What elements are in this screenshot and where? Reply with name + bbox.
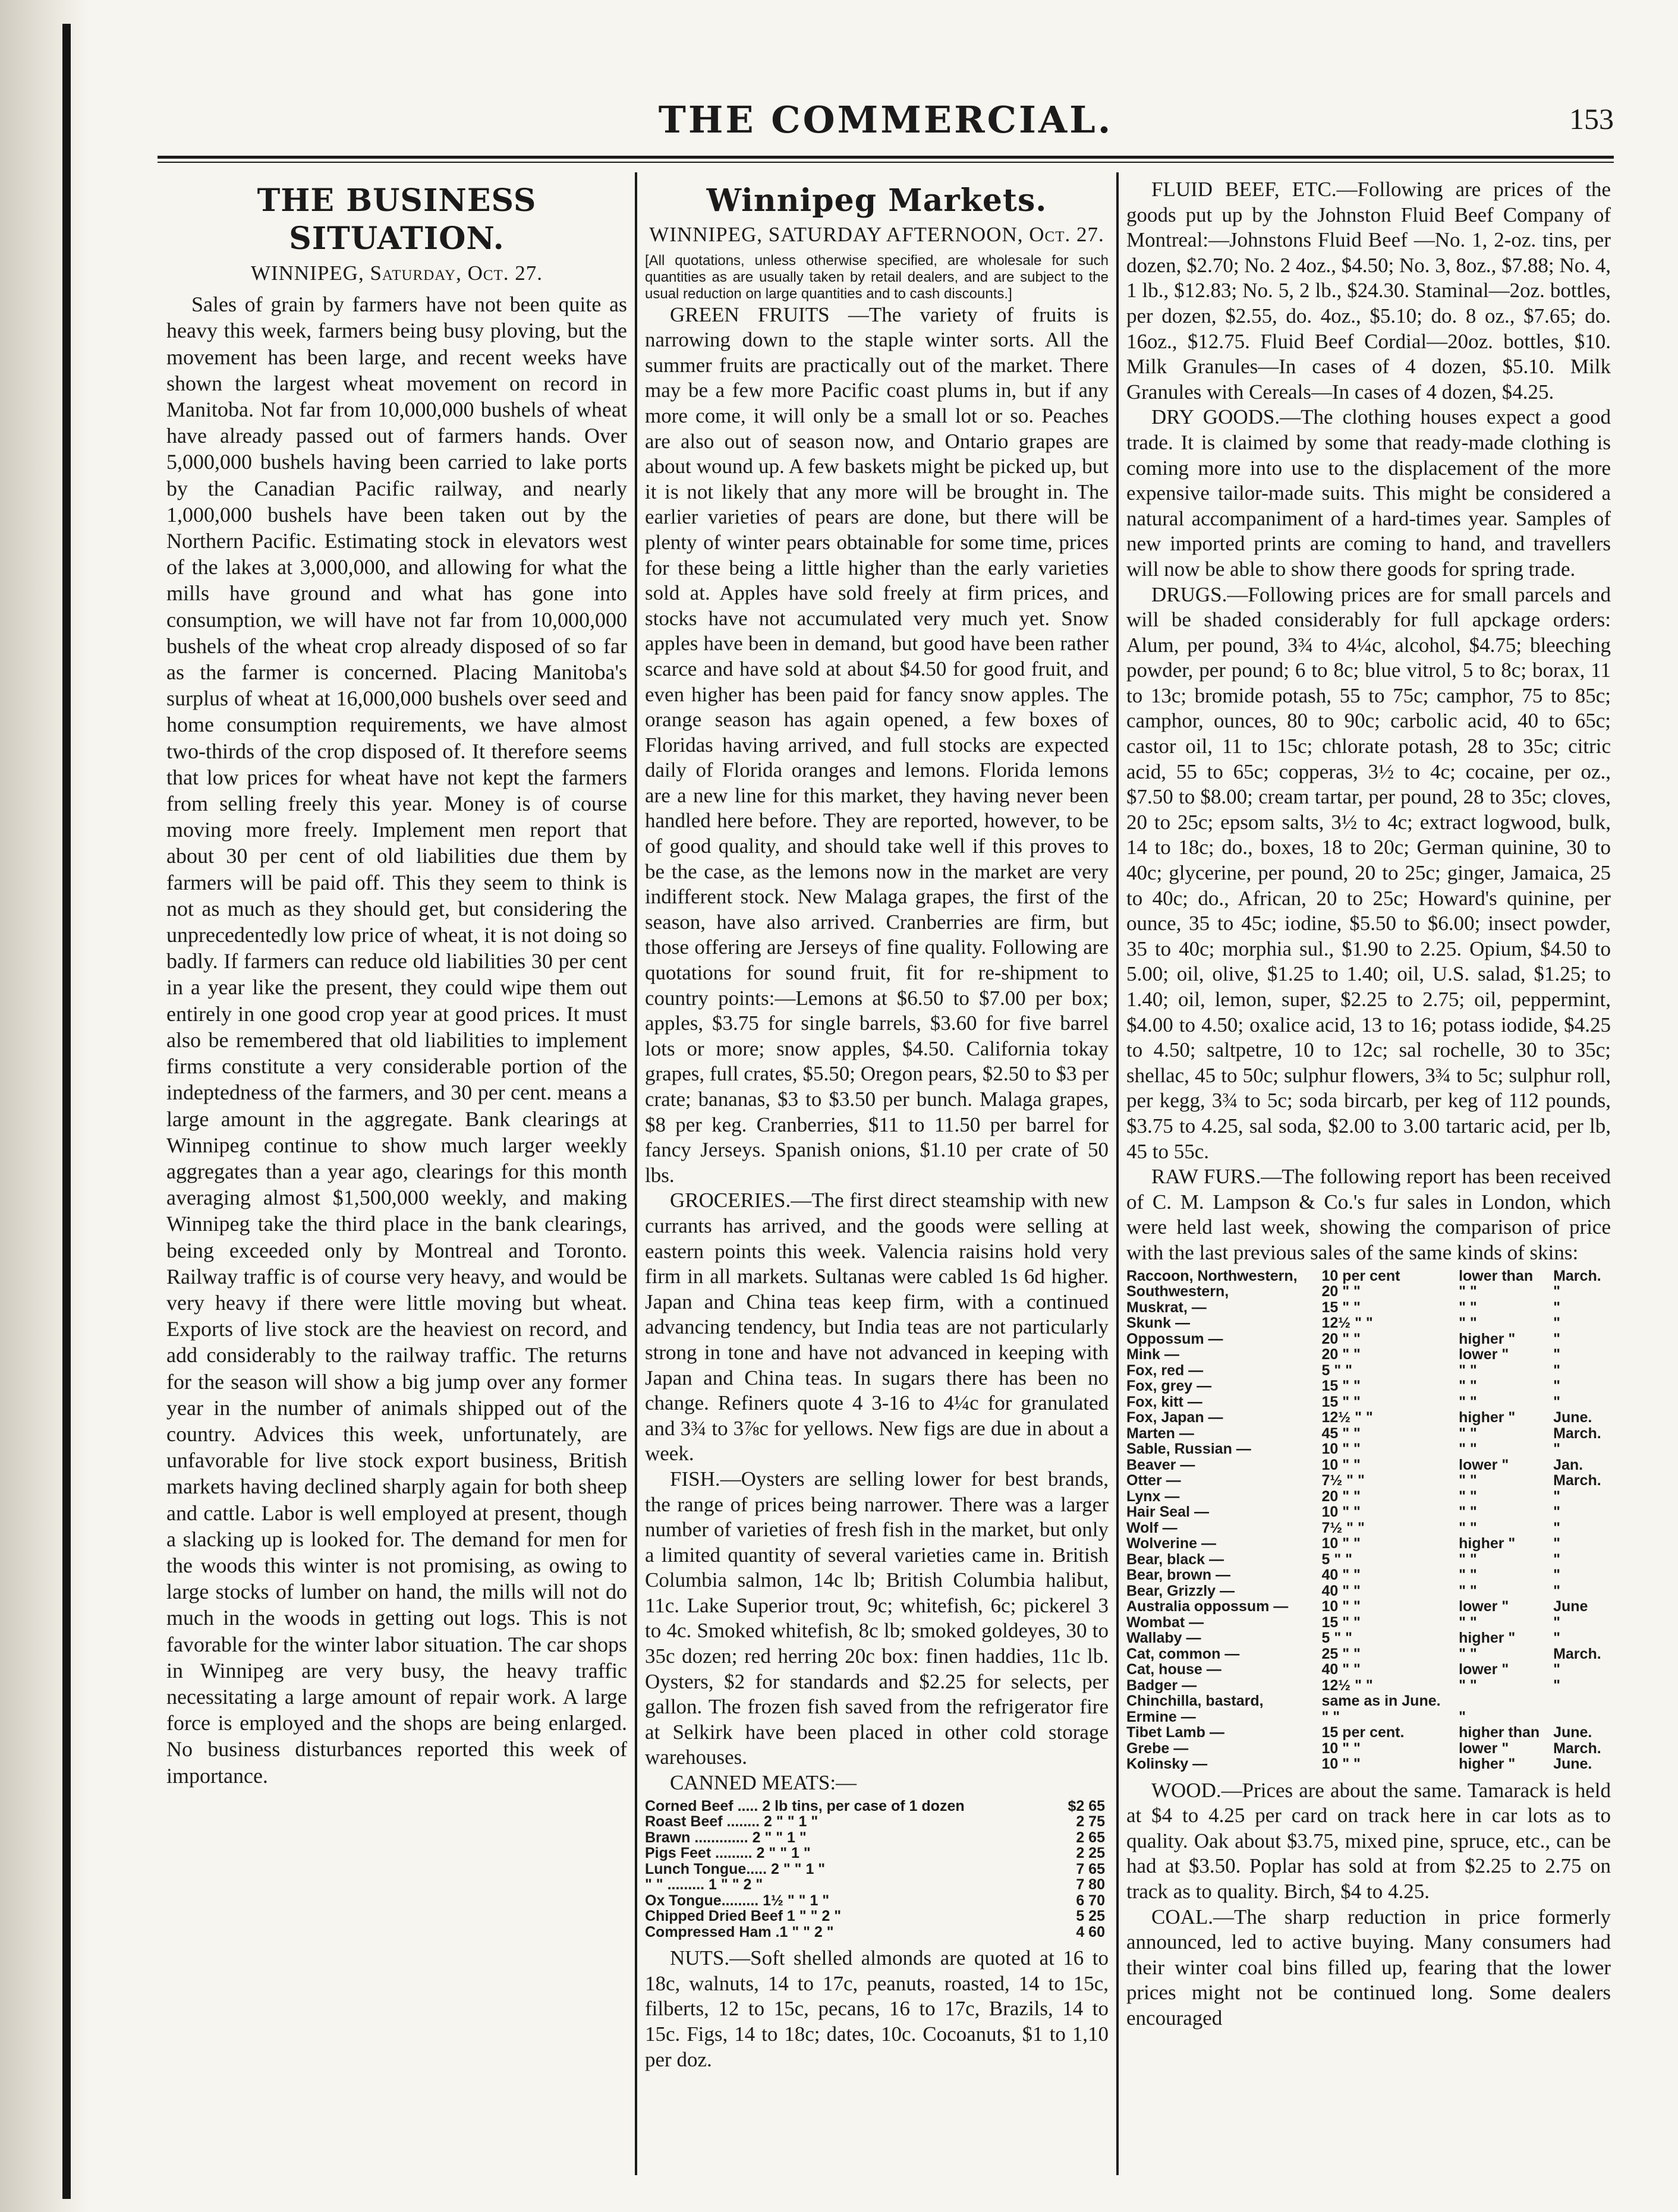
table-row bbox=[1126, 1473, 1611, 1489]
section-text: —Prices are about the same. Tamarack is held at $4 to 4.25 per card on track here in car lots as to quality. Oak about $3.75, mixed pine, spruce, etc., can be had at $3.50. Poplar has sold at from $2.25 to 2.75 on track as to quality. Birch, $4 to 4.25. bbox=[1126, 1778, 1611, 1903]
table-row bbox=[1126, 1394, 1611, 1410]
table-row bbox=[645, 1908, 1109, 1924]
fur-cell: Wombat — bbox=[1126, 1614, 1204, 1631]
fur-cell: 15 " " bbox=[1321, 1614, 1361, 1631]
fur-cell: Beaver — bbox=[1126, 1456, 1195, 1473]
fur-cell: Hair Seal — bbox=[1126, 1504, 1209, 1521]
fur-cell: " bbox=[1553, 1567, 1560, 1584]
fur-cell: Sable, Russian — bbox=[1126, 1441, 1251, 1458]
table-row bbox=[1126, 1378, 1611, 1394]
fur-cell: " bbox=[1553, 1441, 1560, 1458]
table-row bbox=[1126, 1756, 1611, 1772]
table-row bbox=[1126, 1347, 1611, 1363]
section-text: —Soft shelled almonds are quoted at 16 to 18c, walnuts, 14 to 17c, peanuts, roasted, 14 to 15c, filberts, 12 to 15c, pecans, 16 to 17c, Brazils, 14 to 15c. Figs, 14 to 18c; dates, 10c. Cocoanuts, $1 to 1,10 per doz. bbox=[645, 1946, 1109, 2071]
fur-cell: " " bbox=[1459, 1315, 1477, 1332]
canned-item: Brawn ............. 2 " " 1 " bbox=[645, 1829, 807, 1846]
table-row bbox=[645, 1893, 1109, 1909]
fur-cell: 5 " " bbox=[1321, 1362, 1352, 1379]
fur-cell: Muskrat, — bbox=[1126, 1299, 1207, 1316]
fur-cell: higher than bbox=[1459, 1724, 1540, 1741]
fur-cell: lower " bbox=[1459, 1598, 1509, 1615]
fur-cell: lower " bbox=[1459, 1661, 1509, 1678]
fur-cell: higher " bbox=[1459, 1535, 1516, 1552]
table-row bbox=[1126, 1300, 1611, 1316]
fur-cell: " bbox=[1553, 1614, 1560, 1631]
fur-cell: March. bbox=[1553, 1425, 1601, 1442]
section-head: RAW FURS. bbox=[1151, 1165, 1261, 1189]
table-row bbox=[1126, 1441, 1611, 1457]
fur-cell: " " bbox=[1459, 1614, 1477, 1631]
fur-cell: " " bbox=[1459, 1551, 1477, 1568]
canned-item: Roast Beef ........ 2 " " 1 " bbox=[645, 1813, 818, 1830]
fur-cell: 10 " " bbox=[1321, 1598, 1361, 1615]
fur-cell: 40 " " bbox=[1321, 1567, 1361, 1584]
fur-cell: lower " bbox=[1459, 1456, 1509, 1473]
table-row bbox=[645, 1924, 1109, 1940]
fur-cell: Fox, kitt — bbox=[1126, 1393, 1202, 1410]
table-row bbox=[1126, 1741, 1611, 1757]
section-head: COAL. bbox=[1151, 1905, 1214, 1929]
table-row bbox=[1126, 1536, 1611, 1552]
canned-item: " " ......... 1 " " 2 " bbox=[645, 1876, 763, 1893]
fur-cell: Cat, common — bbox=[1126, 1645, 1240, 1662]
header-rule-thick bbox=[158, 156, 1614, 159]
fur-cell: Cat, house — bbox=[1126, 1661, 1221, 1678]
fur-cell: " bbox=[1553, 1551, 1560, 1568]
canned-price: 2 75 bbox=[1076, 1813, 1105, 1830]
canned-price: 5 25 bbox=[1076, 1908, 1105, 1925]
fur-cell: Oppossum — bbox=[1126, 1330, 1223, 1347]
section-groceries bbox=[645, 1188, 1109, 1467]
fur-cell: " bbox=[1553, 1677, 1560, 1694]
canned-item: Corned Beef ..... 2 lb tins, per case of 1 dozen bbox=[645, 1797, 965, 1814]
section-text: —Oysters are selling lower for best brands, the range of prices being narrower. There was a larger number of varieties of fresh fish in the market, but only a limited quantity of several varieties came in. British Columbia salmon, 14c lb; British Columbia halibut, 11c. Lake Superior trout, 9c; whitefish, 6c; pickerel 3 to 4c. Smoked whitefish, 8c lb; smoked goldeyes, 30 to 35c dozen; red herring 20c box: finen haddies, 11c lb. Oysters, $2 for standards and $2.25 for selects, per gallon. The frozen fish saved from the refrigerator fire at Selkirk have been placed in other cold storage warehouses. bbox=[645, 1467, 1109, 1769]
table-row bbox=[1126, 1363, 1611, 1379]
canned-price: $2 65 bbox=[1068, 1797, 1105, 1814]
fur-cell: 20 " " bbox=[1321, 1330, 1361, 1347]
fur-cell: 12½ " " bbox=[1321, 1409, 1373, 1426]
fur-cell: Skunk — bbox=[1126, 1315, 1190, 1332]
fur-cell: lower than bbox=[1459, 1267, 1534, 1284]
fur-cell: Kolinsky — bbox=[1126, 1756, 1208, 1773]
fur-cell: 10 " " bbox=[1321, 1756, 1361, 1773]
table-row bbox=[1126, 1410, 1611, 1426]
fur-cell: June. bbox=[1553, 1756, 1592, 1773]
table-row bbox=[1126, 1662, 1611, 1678]
fur-cell: June. bbox=[1553, 1409, 1592, 1426]
fur-cell: 15 per cent. bbox=[1321, 1724, 1405, 1741]
fur-cell: Fox, Japan — bbox=[1126, 1409, 1223, 1426]
table-row bbox=[1126, 1284, 1611, 1300]
table-row bbox=[645, 1798, 1109, 1814]
section-head: FLUID BEEF, ETC. bbox=[1151, 178, 1337, 201]
canned-price: 2 65 bbox=[1076, 1829, 1105, 1846]
table-row bbox=[1126, 1615, 1611, 1631]
fur-cell: " " bbox=[1459, 1362, 1477, 1379]
table-row bbox=[1126, 1457, 1611, 1473]
section-green-fruits bbox=[645, 303, 1109, 1189]
table-row bbox=[1126, 1583, 1611, 1599]
column-business-situation bbox=[166, 177, 627, 1789]
fur-cell: Wolverine — bbox=[1126, 1535, 1216, 1552]
fur-cell: " bbox=[1553, 1630, 1560, 1647]
fur-cell: 10 " " bbox=[1321, 1441, 1361, 1458]
table-row bbox=[1126, 1520, 1611, 1536]
fur-cell: Wallaby — bbox=[1126, 1630, 1201, 1647]
table-row bbox=[1126, 1725, 1611, 1741]
fur-cell: 20 " " bbox=[1321, 1488, 1361, 1505]
fur-cell: March. bbox=[1553, 1740, 1601, 1757]
fur-cell: lower " bbox=[1459, 1346, 1509, 1363]
fur-cell: Fox, grey — bbox=[1126, 1378, 1212, 1395]
article-title: THE BUSINESS SITUATION. bbox=[257, 182, 537, 257]
section-text: —The sharp reduction in price formerly announced, led to active buying. Many consumers had their winter coal bins filled up, fearing that the lower prices might not be continued long. Some dealers encouraged bbox=[1126, 1905, 1611, 2030]
article-dateline: WINNIPEG, Saturday, Oct. 27. bbox=[250, 261, 543, 285]
column-divider-1 bbox=[635, 172, 637, 2175]
fur-cell: 45 " " bbox=[1321, 1425, 1361, 1442]
fur-cell: Tibet Lamb — bbox=[1126, 1724, 1224, 1741]
fur-cell: higher " bbox=[1459, 1630, 1516, 1647]
section-drugs bbox=[1126, 582, 1611, 1165]
article-paragraph: Sales of grain by farmers have not been quite as heavy this week, farmers being busy ploving, but the movement has been large, and recent weeks have shown the largest wheat movement on record in Manitoba. Not far from 10,000,000 bushels of wheat have already passed out of farmers hands. Over 5,000,000 bushels having been carried to lake ports by the Canadian Pacific railway, and nearly 1,000,000 bushels have been taken out by the Northern Pacific. Estimating stock in elevators west of the lakes at 3,000,000, and allowing for what the mills have ground and what has gone into consumption, we will have not far from 10,000,000 bushels of the wheat crop already disposed of so far as the farmer is concerned. Placing Manitoba's surplus of wheat at 16,000,000 bushels over seed and home consumption requirements, we have almost two-thirds of the crop disposed of. It therefore seems that low prices for wheat have not kept the farmers from selling freely this year. Money is of course moving more freely. Implement men report that about 30 per cent of old liabilities due them by farmers will be paid off. This they seem to think is not as much as they should get, but considering the unprecedentedly low price of wheat, it is not doing so badly. If farmers can reduce old liabilities 30 per cent in a year like the present, they could wipe them out entirely in one good crop year at good prices. It must also be remembered that old liabilities to implement firms constitute a very considerable portion of the indeptedness of the farmers, and 30 per cent. means a large amount in the aggregate. Bank clearings at Winnipeg continue to show much larger weekly aggregates than a year ago, clearings for this month averaging almost $1,500,000 weekly, and making Winnipeg take the third place in the bank clearings, being exceeded only by Montreal and Toronto. Railway traffic is of course very heavy, and would be very heavy if there were little moving but wheat. Exports of live stock are the heaviest on record, and add considerably to the railway traffic. The returns for the season will show a big jump over any former year in the number of animals shipped out of the country. Advices this week, unfortunately, are unfavorable for live stock export business, British markets having declined sharply again for both sheep and cattle. Labor is well employed at present, though a slacking up is looked for. The demand for men for the woods this winter is not promising, as owing to large stocks of lumber on hand, the mills will not do much in the woods in getting out logs. This is not favorable for the winter labor situation. The car shops in Winnipeg are very busy, the heavy traffic necessitating a large amount of repair work. A large force is employed and the shops are being enlarged. No business disturbances reported this week of importance. bbox=[166, 292, 627, 1788]
quotation-note: [All quotations, unless otherwise specified, are wholesale for such quantities as are usually taken by retail dealers, and are subject to the usual reduction on large quantities and to cash discounts.] bbox=[645, 252, 1109, 302]
fur-cell: Marten — bbox=[1126, 1425, 1194, 1442]
table-row bbox=[1126, 1315, 1611, 1331]
fur-cell: Australia oppossum — bbox=[1126, 1598, 1289, 1615]
fur-cell bbox=[1553, 1709, 1611, 1725]
section-raw-furs bbox=[1126, 1164, 1611, 1265]
column-winnipeg-markets bbox=[645, 177, 1109, 2072]
fur-cell: Jan. bbox=[1553, 1456, 1583, 1473]
table-row bbox=[645, 1861, 1109, 1877]
fur-cell: " " bbox=[1459, 1488, 1477, 1505]
section-fish bbox=[645, 1467, 1109, 1770]
fur-cell: higher " bbox=[1459, 1330, 1516, 1347]
fur-cell: " " bbox=[1459, 1677, 1477, 1694]
section-nuts bbox=[645, 1946, 1109, 2072]
fur-cell: Bear, brown — bbox=[1126, 1567, 1231, 1584]
table-row bbox=[1126, 1504, 1611, 1520]
canned-meats-head: CANNED MEATS:— bbox=[670, 1771, 857, 1795]
canned-price: 6 70 bbox=[1076, 1892, 1105, 1909]
table-row bbox=[1126, 1552, 1611, 1568]
fur-cell: Raccoon, Northwestern, bbox=[1126, 1267, 1298, 1284]
table-row bbox=[1126, 1567, 1611, 1583]
header-rule-thin bbox=[158, 162, 1614, 163]
fur-cell: 15 " " bbox=[1321, 1393, 1361, 1410]
table-row bbox=[1126, 1693, 1611, 1709]
fur-cell: Lynx — bbox=[1126, 1488, 1180, 1505]
article-title: Winnipeg Markets. bbox=[706, 182, 1047, 219]
fur-cell: March. bbox=[1553, 1267, 1601, 1284]
table-row bbox=[645, 1845, 1109, 1861]
page-number: 153 bbox=[1569, 102, 1614, 136]
section-dry-goods bbox=[1126, 405, 1611, 582]
fur-cell: Mink — bbox=[1126, 1346, 1179, 1363]
fur-cell: Grebe — bbox=[1126, 1740, 1189, 1757]
table-row bbox=[645, 1814, 1109, 1830]
fur-cell: " bbox=[1553, 1488, 1560, 1505]
fur-cell: higher " bbox=[1459, 1409, 1516, 1426]
article-dateline: WINNIPEG, SATURDAY AFTERNOON, Oct. 27. bbox=[649, 223, 1104, 246]
fur-cell: higher " bbox=[1459, 1756, 1516, 1773]
fur-cell: " bbox=[1553, 1378, 1560, 1395]
column-divider-2 bbox=[1116, 172, 1119, 2175]
fur-cell: Badger — bbox=[1126, 1677, 1197, 1694]
fur-cell: 12½ " " bbox=[1321, 1677, 1373, 1694]
fur-cell: " " bbox=[1459, 1299, 1477, 1316]
fur-cell: 10 " " bbox=[1321, 1535, 1361, 1552]
table-row bbox=[1126, 1331, 1611, 1347]
table-row bbox=[645, 1877, 1109, 1893]
section-fluid-beef bbox=[1126, 177, 1611, 405]
fur-cell: " bbox=[1553, 1283, 1560, 1300]
fur-cell: " " bbox=[1459, 1582, 1477, 1599]
section-head: NUTS. bbox=[670, 1946, 730, 1970]
canned-item: Chipped Dried Beef 1 " " 2 " bbox=[645, 1908, 842, 1925]
canned-item: Ox Tongue......... 1½ " " 1 " bbox=[645, 1892, 830, 1909]
fur-cell: Ermine — bbox=[1126, 1708, 1196, 1725]
fur-cell: 10 per cent bbox=[1321, 1267, 1400, 1284]
fur-cell: 5 " " bbox=[1321, 1551, 1352, 1568]
fur-cell: 7½ " " bbox=[1321, 1519, 1365, 1536]
fur-cell: " " bbox=[1459, 1378, 1477, 1395]
fur-cell: " bbox=[1553, 1582, 1560, 1599]
fur-cell: March. bbox=[1553, 1645, 1601, 1662]
fur-cell: 40 " " bbox=[1321, 1582, 1361, 1599]
fur-cell: March. bbox=[1553, 1472, 1601, 1489]
canned-price: 4 60 bbox=[1076, 1923, 1105, 1940]
section-head: FISH. bbox=[670, 1467, 720, 1491]
canned-item: Pigs Feet ......... 2 " " 1 " bbox=[645, 1845, 811, 1862]
fur-cell: Fox, red — bbox=[1126, 1362, 1204, 1379]
section-coal bbox=[1126, 1905, 1611, 2031]
section-head: WOOD. bbox=[1151, 1778, 1221, 1802]
fur-cell: Chinchilla, bastard, bbox=[1126, 1693, 1264, 1710]
fur-cell: Wolf — bbox=[1126, 1519, 1178, 1536]
fur-cell: Bear, Grizzly — bbox=[1126, 1582, 1235, 1599]
table-row bbox=[645, 1830, 1109, 1846]
fur-cell: " bbox=[1553, 1362, 1560, 1379]
fur-cell: 40 " " bbox=[1321, 1661, 1361, 1678]
fur-cell: " bbox=[1553, 1661, 1560, 1678]
fur-cell: lower " bbox=[1459, 1740, 1509, 1757]
fur-cell: " " bbox=[1459, 1283, 1477, 1300]
table-row bbox=[1126, 1630, 1611, 1646]
fur-cell: 10 " " bbox=[1321, 1740, 1361, 1757]
raw-furs-table bbox=[1126, 1268, 1611, 1772]
fur-cell bbox=[1553, 1693, 1611, 1709]
fur-cell: June bbox=[1553, 1598, 1588, 1615]
fur-cell: 15 " " bbox=[1321, 1378, 1361, 1395]
fur-cell: " " bbox=[1459, 1567, 1477, 1584]
page-binding-shadow bbox=[0, 0, 89, 2212]
section-head: DRY GOODS. bbox=[1151, 405, 1280, 429]
fur-cell: 20 " " bbox=[1321, 1346, 1361, 1363]
page-header bbox=[158, 98, 1614, 146]
table-row bbox=[1126, 1678, 1611, 1694]
fur-cell: " bbox=[1553, 1393, 1560, 1410]
section-text: —The clothing houses expect a good trade. It is claimed by some that ready-made clothing is coming more into use to the displacement of the more expensive tailor-made suits. This might be considered a natural accompaniment of a hard-times year. Samples of new imported prints are coming to hand, and travellers will now be able to show there goods for spring trade. bbox=[1126, 405, 1611, 581]
fur-cell: " bbox=[1459, 1708, 1466, 1725]
fur-cell: " " bbox=[1459, 1441, 1477, 1458]
fur-cell: 25 " " bbox=[1321, 1645, 1361, 1662]
fur-cell: June. bbox=[1553, 1724, 1592, 1741]
fur-cell: 15 " " bbox=[1321, 1299, 1361, 1316]
fur-cell: " " bbox=[1459, 1504, 1477, 1521]
table-row bbox=[1126, 1489, 1611, 1505]
page-edge-rule bbox=[62, 24, 71, 2199]
fur-cell: 5 " " bbox=[1321, 1630, 1352, 1647]
masthead: THE COMMERCIAL. bbox=[658, 98, 1113, 141]
fur-cell: Otter — bbox=[1126, 1472, 1181, 1489]
table-row bbox=[1126, 1709, 1611, 1725]
fur-cell: " bbox=[1553, 1315, 1560, 1332]
column-market-reports bbox=[1126, 177, 1611, 2031]
fur-cell: " " bbox=[1459, 1393, 1477, 1410]
table-row bbox=[1126, 1646, 1611, 1662]
table-row bbox=[1126, 1426, 1611, 1442]
fur-cell bbox=[1459, 1693, 1553, 1709]
fur-cell: " " bbox=[1459, 1645, 1477, 1662]
canned-price: 7 65 bbox=[1076, 1860, 1105, 1877]
table-row bbox=[1126, 1599, 1611, 1615]
section-text: —The first direct steamship with new currants has arrived, and the goods were selling at eastern points this week. Valencia raisins hold very firm in all markets. Sultanas were cabled 1s 6d higher. Japan and China teas keep firm, with a continued advancing tendency, but India teas are not particularly strong in tone and have not advanced in keeping with Japan and China teas. In sugars there has been no change. Refiners quote 4 3-16 to 4¼c for granulated and 3¾ to 3⅞c for yellows. New figs are due in about a week. bbox=[645, 1189, 1109, 1466]
fur-cell: 10 " " bbox=[1321, 1456, 1361, 1473]
fur-cell: 20 " " bbox=[1321, 1283, 1361, 1300]
fur-cell: " bbox=[1553, 1535, 1560, 1552]
canned-meats-table bbox=[645, 1798, 1109, 1940]
section-head: DRUGS. bbox=[1151, 582, 1227, 606]
fur-cell: same as in June. bbox=[1321, 1693, 1441, 1710]
fur-cell: " " bbox=[1459, 1519, 1477, 1536]
section-head: GROCERIES. bbox=[670, 1189, 791, 1212]
section-text: —Following are prices of the goods put up by the Johnston Fluid Beef Company of Montreal:—Johnstons Fluid Beef —No. 1, 2-oz. tins, per dozen, $2.70; No. 2 4oz., $4.50; No. 3, 8oz., $7.88; No. 4, 1 lb., $12.83; No. 5, 2 lb., $24.30. Staminal—2oz. bottles, per dozen, $2.55, do. 4oz., $5.10; do. 8 oz., $7.65; do. 16oz., $12.75. Fluid Beef Cordial—20oz. bottles, $10. Milk Granules—In cases of 4 dozen, $5.10. Milk Granules with Cereals—In cases of 4 dozen, $4.25. bbox=[1126, 178, 1611, 404]
canned-item: Compressed Ham .1 " " 2 " bbox=[645, 1923, 834, 1940]
fur-cell: Southwestern, bbox=[1126, 1283, 1229, 1300]
fur-cell: " " bbox=[1321, 1708, 1340, 1725]
section-wood bbox=[1126, 1778, 1611, 1905]
fur-cell: " " bbox=[1459, 1425, 1477, 1442]
fur-cell: " bbox=[1553, 1346, 1560, 1363]
section-text: —Following prices are for small parcels and will be shaded considerably for full apckage orders: Alum, per pound, 3¾ to 4¼c, alcohol, $4.75; bleeching powder, per pound; 6 to 8c; blue vitrol, 5 to 8c; borax, 11 to 13c; bromide potash, 55 to 75c; camphor, 75 to 85c; camphor, ounces, 80 to 90c; carbolic acid, 40 to 65c; castor oil, 11 to 15c; chlorate potash, 28 to 35c; citric acid, 55 to 65c; copperas, 3½ to 4c; cocaine, per oz., $7.50 to $8.00; cream tartar, per pound, 28 to 35c; cloves, 20 to 25c; epsom salts, 3½ to 4c; extract logwood, bulk, 14 to 18c; do., boxes, 18 to 20c; German quinine, 30 to 40c; glycerine, per pound, 20 to 25c; ginger, Jamaica, 25 to 40c; do., African, 20 to 25c; Howard's quinine, per ounce, 35 to 45c; iodine, $5.50 to $6.00; insect powder, 35 to 40c; morphia sul., $1.90 to 2.25. Opium, $4.50 to 5.00; oil, olive, $1.25 to 1.40; oil, U.S. salad, $1.25; to 1.40; oil, lemon, super, $2.25 to 2.75; oil, peppermint, $4.00 to 4.50; oxalice acid, 13 to 16; potass iodide, $4.25 to 4.50; saltpetre, 10 to 12c; sal rochelle, 30 to 35c; shellac, 45 to 50c; sulphur flowers, 3¾ to 5c; sulphur roll, per kegg, 3¾ to 5c; soda bircarb, per keg of 112 pounds, $3.75 to 4.25, sal soda, $2.00 to 3.00 tartaric acid, per lb, 45 to 55c. bbox=[1126, 582, 1611, 1163]
section-head: GREEN FRUITS bbox=[670, 303, 830, 326]
canned-price: 2 25 bbox=[1076, 1845, 1105, 1862]
fur-cell: 10 " " bbox=[1321, 1504, 1361, 1521]
fur-cell: " bbox=[1553, 1504, 1560, 1521]
fur-cell: " bbox=[1553, 1299, 1560, 1316]
fur-cell: 7½ " " bbox=[1321, 1472, 1365, 1489]
canned-item: Lunch Tongue..... 2 " " 1 " bbox=[645, 1860, 826, 1877]
fur-cell: " " bbox=[1459, 1472, 1477, 1489]
fur-cell: 12½ " " bbox=[1321, 1315, 1373, 1332]
fur-cell: " bbox=[1553, 1330, 1560, 1347]
table-row bbox=[1126, 1268, 1611, 1284]
section-text: —The variety of fruits is narrowing down to the staple winter sorts. All the summer fruits are practically out of the market. There may be a few more Pacific coast plums in, but if any more come, it will only be a small lot or so. Peaches are also out of season now, and Ontario grapes are about wound up. A few baskets might be picked up, but it is not likely that any more will be brought in. The earlier varieties of pears are done, but there will be plenty of winter pears obtainable for some time, prices for these being a little higher than the early varieties sold at. Apples have sold freely at firm prices, and stocks have not accumulated very much yet. Snow apples have been in demand, but good have been rather scarce and have sold at about $4.50 for good fruit, and even higher has been paid for fancy snow apples. The orange season has again opened, a few boxes of Floridas having arrived, and full stocks are expected daily of Florida oranges and lemons. Florida lemons are a new line for this market, they having never been handled here before. They are reported, however, to be of good quality, and should take well if this proves to be the case, as the lemons now in the market are very indifferent stock. New Malaga grapes, the first of the season, have also arrived. Cranberries are firm, but those offering are Jerseys of fine quality. Following are quotations for sound fruit, fit for re-shipment to country points:—Lemons at $6.50 to $7.00 per box; apples, $3.75 for single barrels, $3.60 for five barrel lots or more; snow apples, $4.50. California tokay grapes, full crates, $5.50; Oregon pears, $2.50 to $3 per crate; bananas, $3 to $3.50 per bunch. Malaga grapes, $8 per keg. Cranberries, $11 to 11.50 per barrel for fancy Jerseys. Spanish onions, $1.10 per crate of 50 lbs. bbox=[645, 303, 1109, 1187]
section-text: —The following report has been received of C. M. Lampson & Co.'s fur sales in London, which were held last week, showing the comparison of price with the last previous sales of the same kinds of skins: bbox=[1126, 1165, 1611, 1264]
fur-cell: " bbox=[1553, 1519, 1560, 1536]
canned-price: 7 80 bbox=[1076, 1876, 1105, 1893]
fur-cell: Bear, black — bbox=[1126, 1551, 1224, 1568]
